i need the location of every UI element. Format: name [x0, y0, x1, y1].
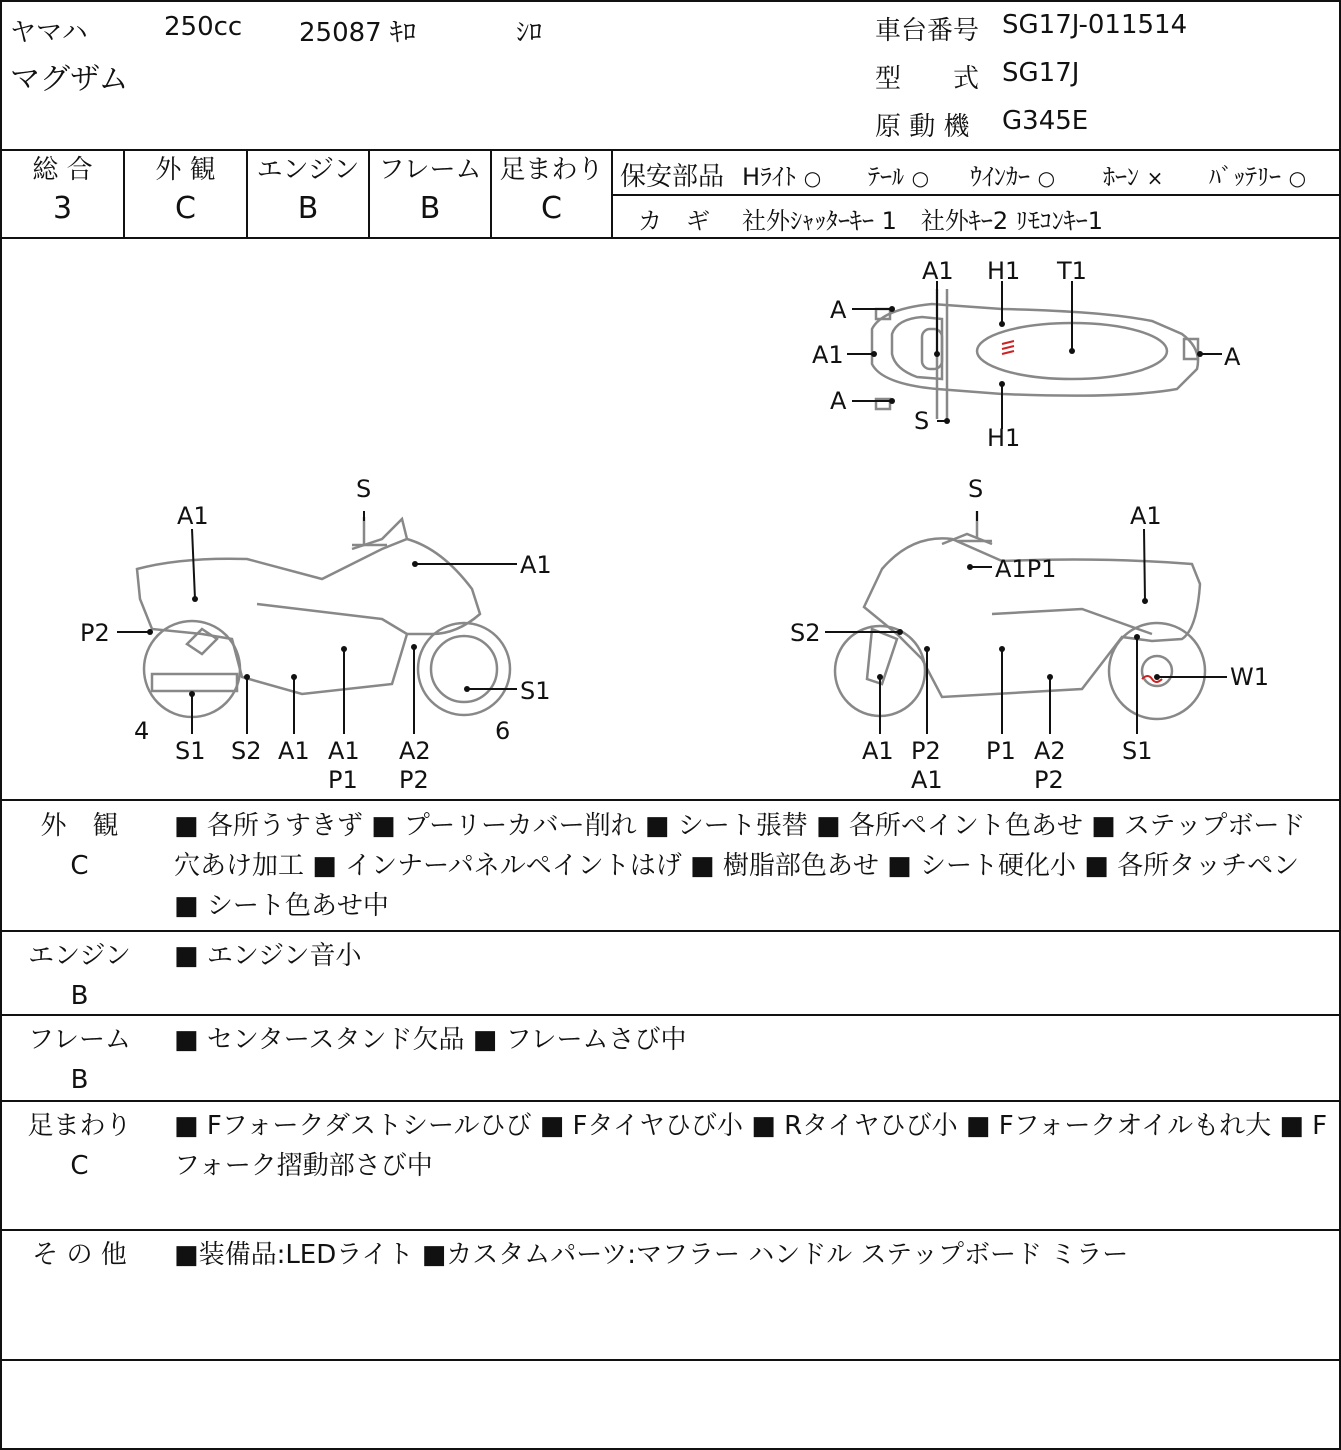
- diagram-label: H1: [987, 257, 1021, 285]
- grade-value: C: [175, 191, 196, 226]
- section-title: エンジン: [28, 941, 131, 971]
- section-suspension-text: ■ Fフォークダストシールひび ■ Fタイヤひび小 ■ Rタイヤひび小 ■ Fフォークオイルもれ大 ■ Fフォーク摺動部さび中: [174, 1111, 1328, 1181]
- frame-no: SG17J-011514: [1002, 10, 1188, 40]
- diagram-label: P2: [1034, 766, 1064, 794]
- diagram-label: S1: [175, 737, 206, 765]
- diagram-label: A: [830, 387, 847, 415]
- diagram-label: P1: [328, 766, 358, 794]
- grade-value: B: [297, 191, 319, 226]
- divider: [2, 1014, 1339, 1016]
- section-title: そ の 他: [32, 1240, 127, 1270]
- section-title: 外 観: [40, 811, 119, 841]
- safety-item-mark: ×: [1146, 166, 1164, 190]
- grade-label: 総 合: [32, 155, 93, 185]
- color: ｼﾛ: [516, 18, 543, 48]
- grade-value: 3: [52, 191, 73, 226]
- diagram-label: P2: [911, 737, 941, 765]
- scooter-diagram: [2, 239, 1339, 799]
- safety-horn: [1103, 157, 1163, 192]
- safety-item-name: ｳｲﾝｶｰ: [970, 163, 1030, 191]
- safety-headlight: [742, 157, 821, 192]
- section-title: 足まわり: [27, 1111, 132, 1141]
- grade-value: C: [541, 191, 562, 226]
- displacement: 250cc: [164, 12, 243, 42]
- type-label: 型 式: [875, 64, 980, 94]
- diagram-label: A1P1: [995, 555, 1057, 583]
- section-other-text: ■装備品:LEDライト ■カスタムパーツ:マフラー ハンドル ステップボード ミラー: [174, 1240, 1129, 1270]
- diagram-label: S2: [790, 619, 821, 647]
- engine-label: 原 動 機: [875, 112, 970, 142]
- grade-label: 足まわり: [499, 155, 604, 185]
- grade-label: 外 観: [155, 155, 216, 185]
- divider: [2, 1229, 1339, 1231]
- diagram-label: S: [914, 407, 930, 435]
- diagram-label: A: [1224, 343, 1241, 371]
- section-engine-head: [12, 936, 147, 1016]
- safety-label: 保安部品: [620, 162, 725, 192]
- diagram-label: A1: [911, 766, 943, 794]
- grade-engine: [248, 151, 368, 227]
- safety-item-mark: ○: [1037, 166, 1056, 190]
- diagram-label: A1: [862, 737, 894, 765]
- diagram-label: 4: [134, 717, 150, 745]
- grade-value: B: [419, 191, 441, 226]
- section-title: フレーム: [28, 1025, 131, 1055]
- divider: [2, 1100, 1339, 1102]
- diagram-label: A2: [399, 737, 431, 765]
- grade-frame: [370, 151, 490, 227]
- diagram-label: A2: [1034, 737, 1066, 765]
- divider: [2, 1359, 1339, 1361]
- diagram-label: S1: [1122, 737, 1153, 765]
- grade-label: フレーム: [378, 155, 482, 185]
- section-grade: C: [70, 851, 89, 881]
- diagram-label: H1: [987, 424, 1021, 452]
- divider: [611, 149, 613, 237]
- diagram-label: A1: [328, 737, 360, 765]
- keys-value: 社外ｼｬｯﾀｰｷｰ 1 社外ｷｰ2 ﾘﾓｺﾝｷｰ1: [742, 207, 1104, 235]
- safety-item-mark: ○: [803, 166, 822, 190]
- diagram-label: 6: [495, 717, 511, 745]
- section-other-head: [12, 1235, 147, 1275]
- diagram-label: P2: [80, 619, 110, 647]
- grade-exterior: [125, 151, 246, 227]
- frame-no-label: 車台番号: [875, 16, 980, 46]
- diagram-label: S2: [231, 737, 262, 765]
- diagram-label: S: [356, 475, 372, 503]
- safety-taillight: [868, 157, 929, 192]
- diagram-label: A1: [812, 341, 844, 369]
- model-name: マグザム: [10, 62, 129, 97]
- maker: ヤマハ: [10, 18, 88, 48]
- diagram-label: S: [968, 475, 984, 503]
- diagram-label: A: [830, 296, 847, 324]
- section-engine-text: ■ エンジン音小: [174, 941, 362, 971]
- safety-item-name: ﾊﾞｯﾃﾘｰ: [1209, 163, 1281, 191]
- safety-winker: [970, 157, 1055, 192]
- callout-dots: [147, 306, 1203, 697]
- section-grade: C: [70, 1151, 89, 1181]
- diagram-label: T1: [1057, 257, 1087, 285]
- section-suspension-head: [12, 1106, 147, 1186]
- engine-model: G345E: [1002, 106, 1089, 136]
- safety-battery: [1209, 157, 1306, 192]
- diagram-label: W1: [1230, 663, 1269, 691]
- diagram-label: A1: [177, 502, 209, 530]
- scooter-outlines: [137, 289, 1205, 719]
- diagram-text: [80, 257, 1269, 794]
- section-grade: B: [70, 981, 89, 1011]
- safety-item-name: ﾃｰﾙ: [868, 163, 904, 191]
- section-exterior-text: ■ 各所うすきず ■ プーリーカバー削れ ■ シート張替 ■ 各所ペイント色あせ ■ ステップボード穴あけ加工 ■ インナーパネルペイントはげ ■ 樹脂部色あせ ■ シート硬化小 ■ 各所タッチペン ■ シート色あせ中: [174, 811, 1306, 921]
- safety-item-mark: ○: [911, 166, 930, 190]
- divider: [2, 799, 1339, 801]
- divider: [2, 930, 1339, 932]
- mileage: 25087 ｷﾛ: [299, 18, 416, 48]
- type-value: SG17J: [1002, 58, 1080, 88]
- safety-item-mark: ○: [1288, 166, 1307, 190]
- section-exterior-head: [12, 806, 147, 886]
- section-frame-head: [12, 1020, 147, 1100]
- grade-suspension: [492, 151, 611, 227]
- diagram-label: P1: [986, 737, 1016, 765]
- grade-overall: [2, 151, 123, 227]
- diagram-label: A1: [278, 737, 310, 765]
- diagram-label: A1: [922, 257, 954, 285]
- damage-diagram: [2, 239, 1339, 799]
- section-frame-text: ■ センタースタンド欠品 ■ フレームさび中: [174, 1025, 687, 1055]
- grade-label: エンジン: [256, 155, 360, 185]
- diagram-label: S1: [520, 677, 551, 705]
- divider: [613, 194, 1339, 196]
- diagram-label: P2: [399, 766, 429, 794]
- safety-item-name: Hﾗｲﾄ: [742, 163, 797, 191]
- diagram-label: A1: [1130, 502, 1162, 530]
- section-grade: B: [70, 1065, 89, 1095]
- callout-lines: [117, 281, 1227, 734]
- keys-label: カ ギ: [638, 207, 710, 235]
- safety-item-name: ﾎｰﾝ: [1103, 163, 1139, 191]
- diagram-label: A1: [520, 551, 552, 579]
